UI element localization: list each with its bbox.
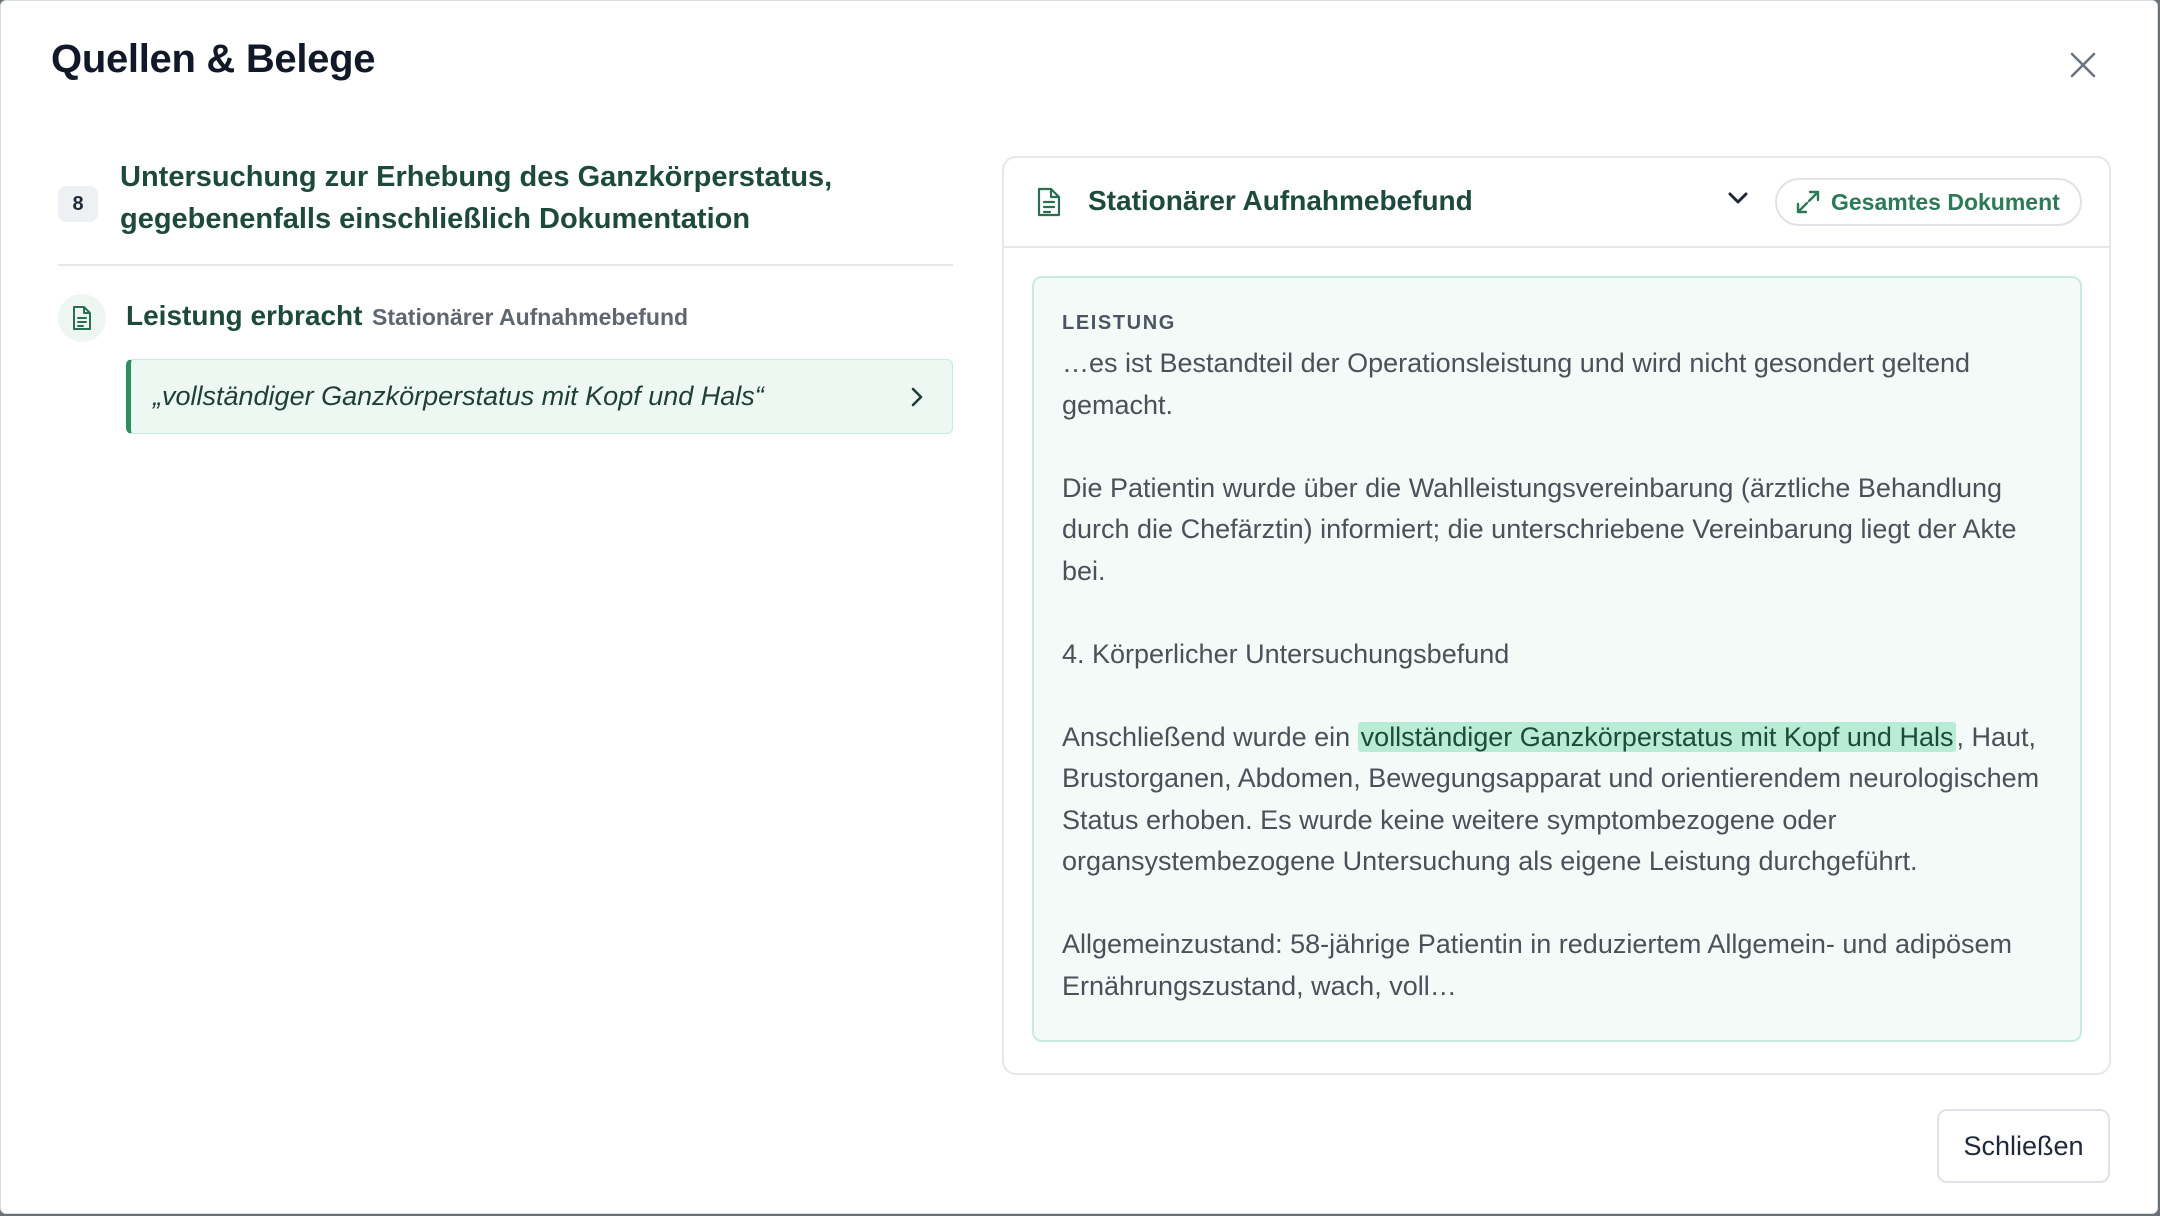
- excerpt-paragraph: Die Patientin wurde über die Wahlleistungsvereinbarung (ärztliche Behandlung durch die Chefärztin) informiert; die unterschriebene Vereinbarung liegt der Akte bei.: [1062, 472, 2017, 586]
- close-button[interactable]: [2057, 39, 2109, 91]
- service-evidence-column: [58, 156, 953, 344]
- document-icon: [71, 305, 93, 331]
- evidence-quote-card[interactable]: [126, 359, 953, 434]
- evidence-source-label: Stationärer Aufnahmebefund: [372, 304, 689, 330]
- excerpt-paragraph: …es ist Bestandteil der Operationsleistung und wird nicht gesondert geltend gemacht.: [1062, 348, 1971, 420]
- excerpt-text: Anschließend wurde ein: [1062, 721, 1358, 752]
- chevron-down-icon[interactable]: [1727, 190, 1749, 206]
- excerpt-paragraph-highlighted: [1062, 717, 2062, 883]
- service-header: [58, 156, 953, 266]
- document-icon: [1036, 187, 1062, 217]
- service-number-badge: 8: [58, 186, 98, 222]
- evidence-highlight: vollständiger Ganzkörperstatus mit Kopf und Hals: [1358, 722, 1957, 752]
- evidence-row: [58, 294, 953, 344]
- excerpt-paragraph: 4. Körperlicher Untersuchungsbefund: [1062, 638, 1510, 669]
- close-icon: [2069, 51, 2097, 79]
- evidence-quote-text: „vollständiger Ganzkörperstatus mit Kopf und Hals“: [153, 381, 764, 411]
- document-excerpt: [1032, 276, 2082, 1042]
- close-dialog-button[interactable]: Schließen: [1937, 1109, 2110, 1183]
- chevron-right-icon: [910, 386, 924, 408]
- document-select-value[interactable]: Stationärer Aufnahmebefund: [1088, 185, 1473, 216]
- full-document-button[interactable]: [1775, 178, 2082, 226]
- full-document-label: Gesamtes Dokument: [1831, 188, 2060, 215]
- dialog-title: Quellen & Belege: [51, 37, 376, 81]
- service-title: Untersuchung zur Erhebung des Ganzkörperstatus, gegebenenfalls einschließlich Dokumentation: [120, 161, 833, 235]
- document-panel: [1002, 156, 2111, 1075]
- excerpt-section-label: LEISTUNG: [1062, 312, 1176, 334]
- excerpt-paragraph: Allgemeinzustand: 58-jährige Patientin in reduziertem Allgemein- und adipösem Ernährungszustand, wach, voll…: [1062, 929, 2013, 1001]
- document-header: [1004, 158, 2109, 248]
- expand-icon: [1795, 189, 1821, 215]
- evidence-document-badge: [58, 294, 106, 342]
- excerpt-body: [1062, 343, 2062, 1007]
- excerpt-text: , Haut, Brustorganen, Abdomen, Bewegungsapparat und orientierendem neurologischem Status erhoben. Es wurde keine weitere symptombezogene oder organsystembezogene Untersuchung als eigene Leistung durchgeführt.: [1062, 721, 2040, 876]
- evidence-status-label: Leistung erbracht: [126, 300, 363, 331]
